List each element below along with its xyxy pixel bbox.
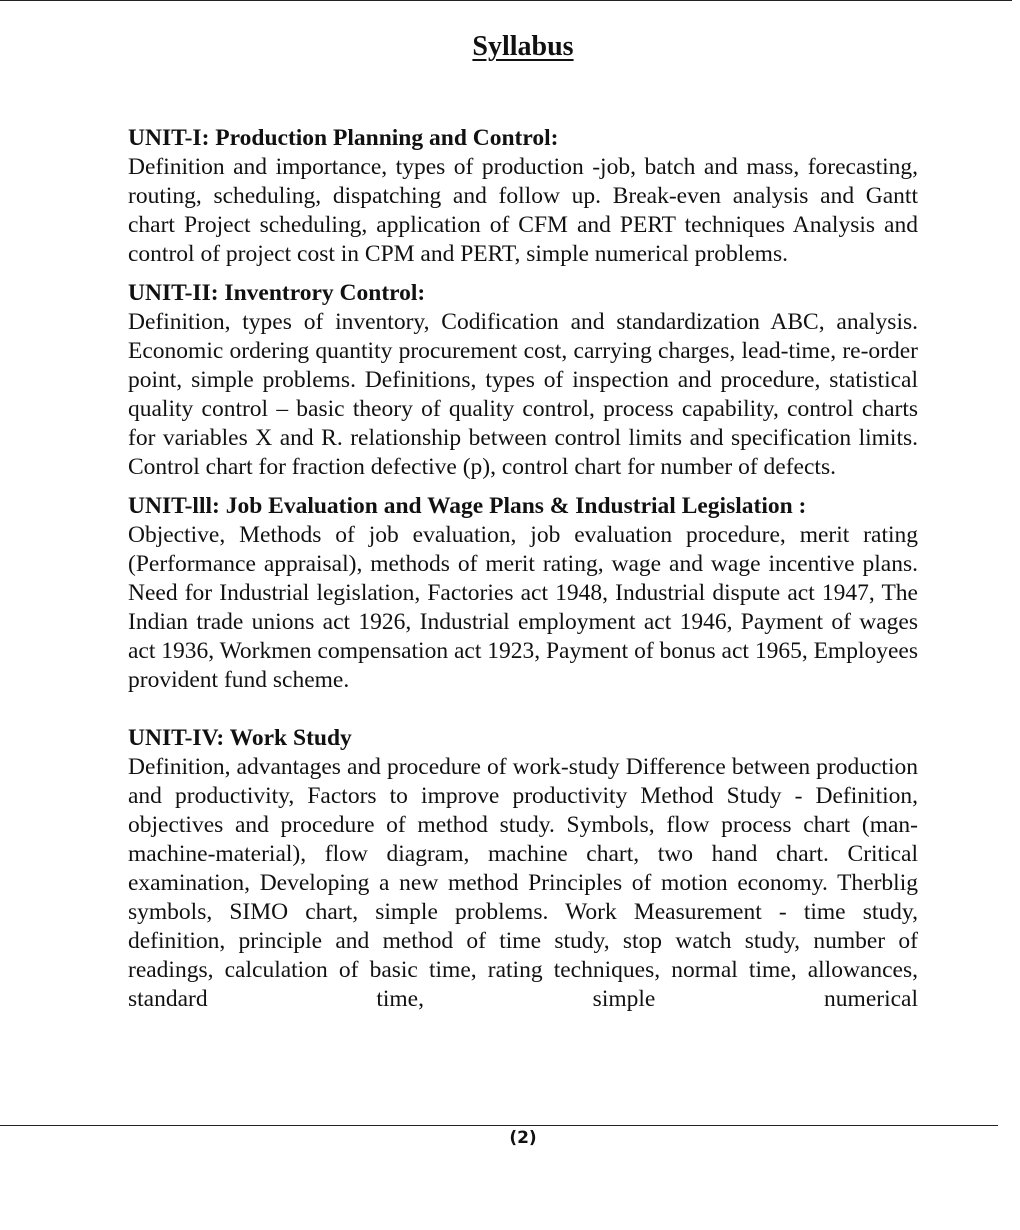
unit-4-section bbox=[128, 724, 918, 1014]
unit-4-body: Definition, advantages and procedure of work-study Difference between production and productivity, Factors to improve productivity Method Study - Definition, objectives and procedure of method study. Symbols, flow process chart (man-machine-material), flow diagram, machine chart, two hand chart. Critical examination, Developing a new method Principles of motion economy. Therblig symbols, SIMO chart, simple problems. Work Measurement - time study, definition, principle and method of time study, stop watch study, number of readings, calculation of basic time, rating techniques, normal time, allowances, standard time, simple numerical bbox=[128, 754, 918, 1012]
unit-3-body: Objective, Methods of job evaluation, job evaluation procedure, merit rating (Performance appraisal), methods of merit rating, wage and wage incentive plans. Need for Industrial legislation, Factories act 1948, Industrial dispute act 1947, The Indian trade unions act 1926, Industrial employment act 1946, Payment of wages act 1936, Workmen compensation act 1923, Payment of bonus act 1965, Employees provident fund scheme. bbox=[128, 522, 918, 693]
unit-4-heading: UNIT-IV: Work Study bbox=[128, 725, 352, 751]
unit-2-body: Definition, types of inventory, Codification and standardization ABC, analysis. Economic ordering quantity procurement cost, carrying charges, lead-time, re-order point, simple problems. Definitions, types of inspection and procedure, statistical quality control – basic theory of quality control, process capability, control charts for variables X and R. relationship between control limits and specification limits. Control chart for fraction defective (p), control chart for number of defects. bbox=[128, 309, 918, 480]
unit-1-heading: UNIT-I: Production Planning and Control: bbox=[128, 125, 559, 151]
unit-2-heading: UNIT-II: Inventrory Control: bbox=[128, 280, 426, 306]
page-number: (2) bbox=[509, 1128, 537, 1148]
footer-rule bbox=[0, 1125, 998, 1126]
page-title: Syllabus bbox=[472, 31, 574, 62]
unit-3-section bbox=[128, 492, 918, 695]
unit-1-body: Definition and importance, types of production -job, batch and mass, forecasting, routing, scheduling, dispatching and follow up. Break-even analysis and Gantt chart Project scheduling, application of CFM and PERT techniques Analysis and control of project cost in CPM and PERT, simple numerical problems. bbox=[128, 154, 918, 267]
unit-3-heading: UNIT-lll: Job Evaluation and Wage Plans & Industrial Legislation : bbox=[128, 493, 807, 519]
unit-1-section bbox=[128, 124, 918, 269]
unit-2-section bbox=[128, 279, 918, 482]
top-rule bbox=[0, 0, 1012, 1]
syllabus-content bbox=[128, 124, 918, 1014]
